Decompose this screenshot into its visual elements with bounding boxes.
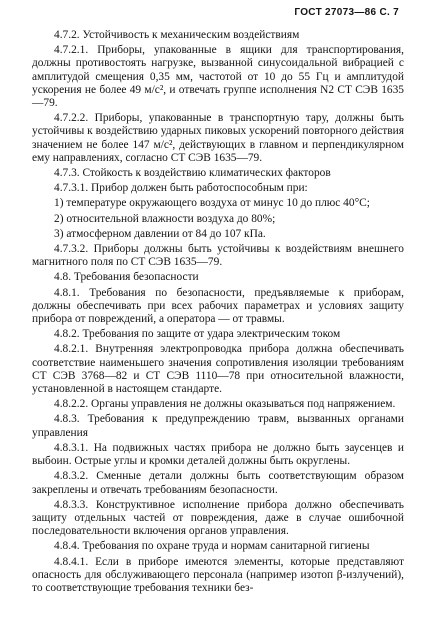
paragraph: 4.7.2. Устойчивость к механическим воздействиям <box>54 29 300 41</box>
page-header: ГОСТ 27073—86 С. 7 <box>294 7 399 18</box>
paragraph: 4.8.4. Требования по охране труда и нормам санитарной гигиены <box>54 540 370 553</box>
paragraph: 4.8.3. Требования к предупреждению травм, вызванных органами управления <box>32 413 404 439</box>
paragraph: 4.8.2. Требования по защите от удара электрическим током <box>54 328 341 341</box>
list-item: 3) атмосферном давлении от 84 до 107 кПа. <box>54 227 266 240</box>
paragraph: 4.8.3.2. Сменные детали должны быть соответствующим образом закреплены и отвечать требованиям безопасности. <box>32 470 404 496</box>
paragraph: 4.8.1. Требования по безопасности, предъявляемые к приборам, должны обеспечивать при всех рабочих параметрах и условиях защиту прибора от повреждений, а оператора — от травмы. <box>32 286 404 326</box>
paragraph: 4.7.2.1. Приборы, упакованные в ящики для транспортирования, должны противостоять нагрузке, вызванной синусоидальной вибрацией с амплитудой смещения 0,35 мм, частотой от 10 до 55 Гц и амплитудой ускорения не более 49 м/с², и отвечать группе исполнения N2 СТ СЭВ 1635—79. <box>32 44 404 110</box>
paragraph: 4.8.2.2. Органы управления не должны оказываться под напряжением. <box>54 398 396 411</box>
paragraph: 4.8.3.1. На подвижных частях прибора не должно быть заусенцев и выбоин. Острые углы и кромки деталей должны быть округлены. <box>32 441 404 468</box>
paragraph: 4.8.2.1. Внутренняя электропроводка прибора должна обеспечивать соответствие наименьшего значения сопротивления изоляции требованиям СТ СЭВ 3768—82 и СТ СЭВ 1110—78 при относительной влажности, установленной в настоящем стандарте. <box>32 343 404 396</box>
paragraph: 4.7.2.2. Приборы, упакованные в транспортную тару, должны быть устойчивы к воздействию ударных пиковых ускорений повторного действия значением не более 147 м/с², действующих в главном и перпендикулярном ему направлениях, согласно СТ СЭВ 1635—79. <box>32 112 404 164</box>
paragraph: 4.7.3. Стойкость к воздействию климатических факторов <box>54 167 331 180</box>
paragraph: 4.7.3.2. Приборы должны быть устойчивы к воздействиям внешнего магнитного поля по СТ СЭВ 1635—79. <box>32 243 404 269</box>
list-item: 2) относительной влажности воздуха до 80%; <box>54 212 276 225</box>
paragraph: 4.8.3.3. Конструктивное исполнение прибора должно обеспечивать защиту отдельных частей от повреждения, даже в случае ошибочной последовательности включения органов управления. <box>32 498 404 538</box>
paragraph: 4.8.4.1. Если в приборе имеются элементы, которые представляют опасность для обслуживающего персонала (например изотоп β-излучений), то соответствующие требования техники без- <box>32 555 404 594</box>
paragraph: 4.8. Требования безопасности <box>54 271 199 284</box>
document-body <box>32 29 404 597</box>
paragraph: 4.7.3.1. Прибор должен быть работоспособным при: <box>54 182 308 195</box>
list-item: 1) температуре окружающего воздуха от минус 10 до плюс 40°С; <box>54 197 370 210</box>
